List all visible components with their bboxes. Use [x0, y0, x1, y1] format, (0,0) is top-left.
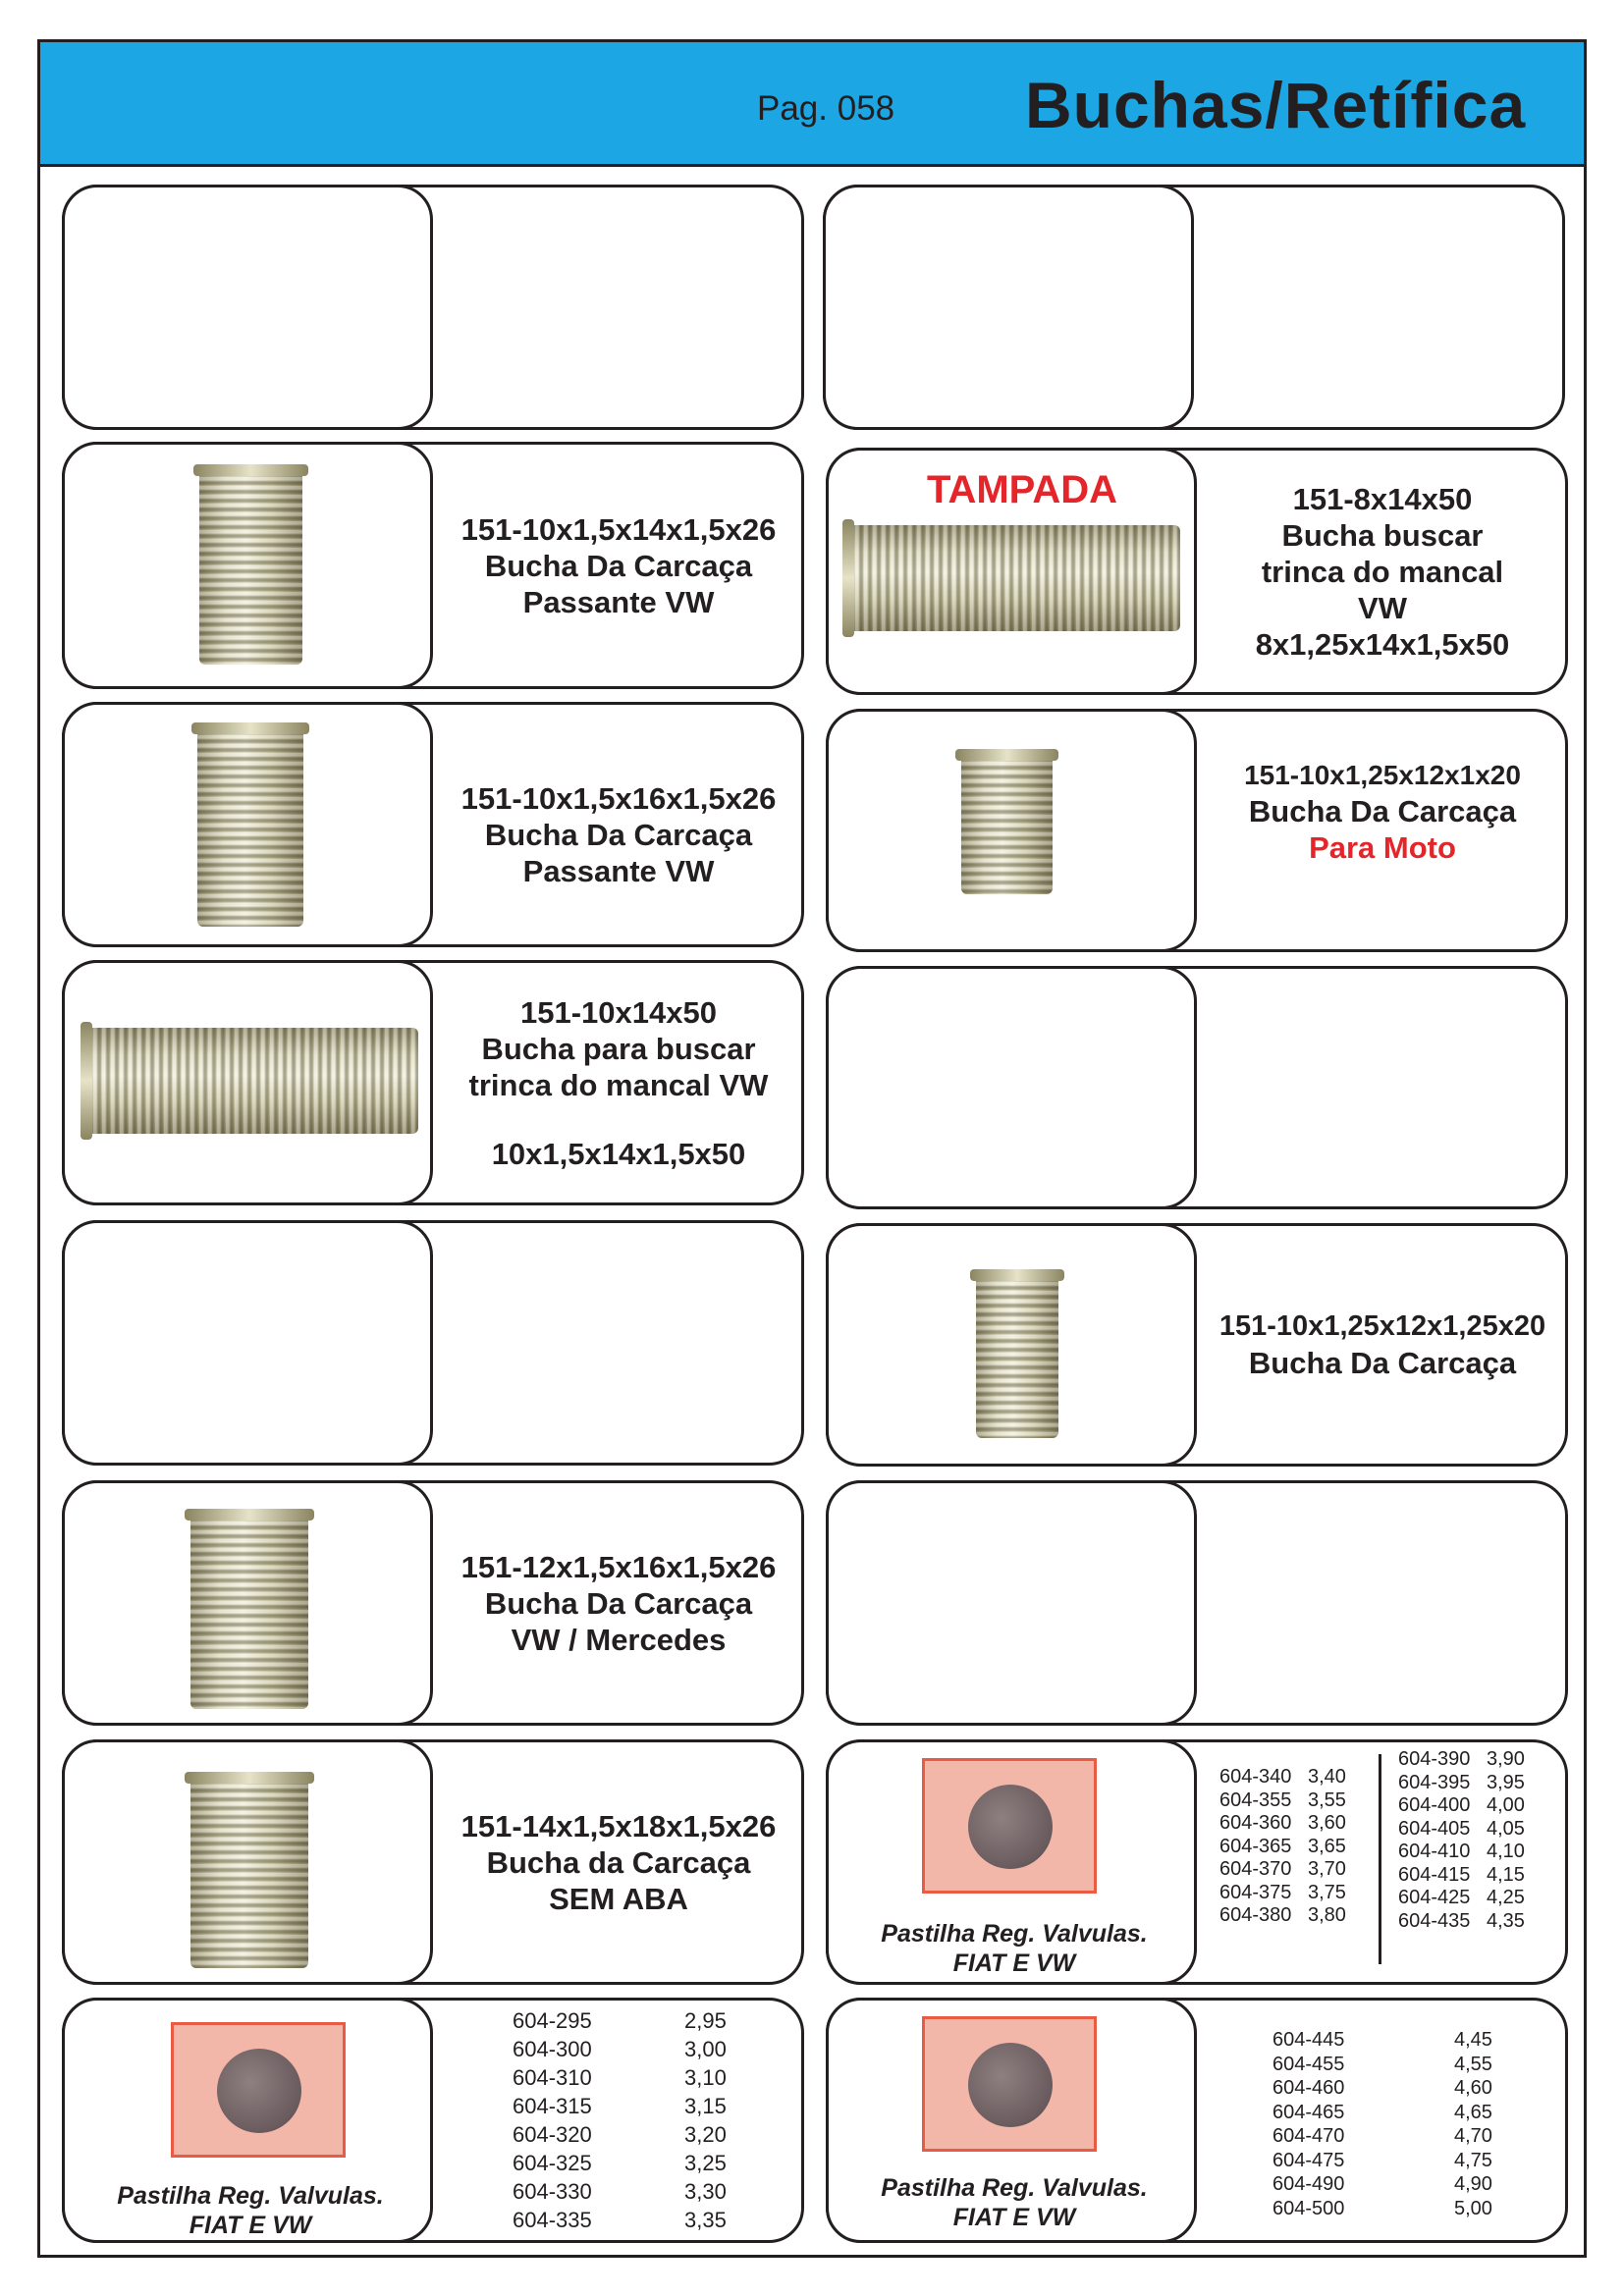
product-description [1200, 451, 1565, 692]
product-name: Bucha da Carcaça [486, 1844, 751, 1880]
product-code: 151-10x1,25x12x1,25x20 [1218, 1310, 1546, 1342]
code-row: 604-445 4,45 [1272, 2029, 1492, 2051]
valve-shim-image [171, 2022, 346, 2158]
code-row: 604-435 4,35 [1398, 1909, 1525, 1932]
code-row: 604-395 3,95 [1398, 1771, 1525, 1793]
code-row: 604-365 3,65 [1219, 1835, 1346, 1857]
shim-disc [217, 2049, 301, 2133]
code-row: 604-400 4,00 [1398, 1794, 1525, 1816]
code-row: 604-390 3,90 [1398, 1748, 1525, 1770]
code-row: 604-335 3,35 [513, 2208, 727, 2232]
bushing-image [961, 753, 1053, 894]
code-row: 604-425 4,25 [1398, 1887, 1525, 1908]
product-description [436, 1742, 801, 1982]
product-name: Bucha buscar [1281, 517, 1484, 553]
page-number: Pag. 058 [757, 89, 895, 128]
product-image-slot [826, 1480, 1197, 1726]
product-name: Bucha Da Carcaça [484, 548, 753, 583]
code-row: 604-360 3,60 [1219, 1812, 1346, 1834]
code-row: 604-460 4,60 [1272, 2077, 1492, 2099]
product-description [436, 705, 801, 944]
page-title: Buchas/Retífica [1025, 69, 1527, 141]
code-row: 604-325 3,25 [513, 2151, 727, 2175]
product-dimensions: 10x1,5x14x1,5x50 [491, 1136, 746, 1171]
code-row: 604-340 3,40 [1219, 1766, 1346, 1788]
bushing-image [199, 468, 302, 665]
product-card-151-10x1-25x12x1x20[interactable] [826, 709, 1568, 952]
code-row: 604-310 3,10 [513, 2065, 727, 2090]
product-image-slot [62, 185, 433, 430]
product-code: 151-10x1,5x14x1,5x26 [460, 511, 777, 547]
product-description [436, 445, 801, 686]
product-card-empty [826, 966, 1568, 1209]
product-detail: trinca do mancal [1261, 554, 1504, 589]
product-code: 151-12x1,5x16x1,5x26 [460, 1549, 777, 1584]
product-card-empty [62, 1220, 804, 1466]
bushing-image [190, 1776, 308, 1968]
code-row: 604-470 4,70 [1272, 2125, 1492, 2147]
product-name: Bucha para buscar [481, 1031, 756, 1066]
code-row: 604-355 3,55 [1219, 1789, 1346, 1811]
code-row: 604-410 4,10 [1398, 1841, 1525, 1862]
product-detail: trinca do mancal VW [468, 1067, 769, 1102]
code-list [513, 2006, 727, 2234]
tampada-badge: TAMPADA [927, 468, 1118, 511]
code-row: 604-415 4,15 [1398, 1863, 1525, 1886]
product-image-slot [826, 966, 1197, 1209]
product-card-151-10x1-5x14[interactable] [62, 442, 804, 689]
product-description [1200, 1226, 1565, 1464]
code-row: 604-455 4,55 [1272, 2053, 1492, 2075]
bushing-image [976, 1273, 1058, 1438]
product-card-151-12x1-5x16[interactable] [62, 1480, 804, 1726]
product-image [62, 1739, 433, 1985]
product-detail: Passante VW [522, 584, 715, 619]
shim-label-line: Pastilha Reg. Valvulas. [117, 2182, 384, 2210]
code-row: 604-295 2,95 [513, 2008, 727, 2033]
valve-shim-image [922, 2016, 1097, 2152]
code-row: 604-375 3,75 [1219, 1881, 1346, 1903]
product-card-151-10x1-5x16[interactable] [62, 702, 804, 947]
code-row: 604-300 3,00 [513, 2037, 727, 2061]
product-image [62, 1480, 433, 1726]
product-name: Bucha Da Carcaça [1248, 793, 1517, 828]
shim-label-line: FIAT E VW [952, 2204, 1076, 2231]
product-card-151-10x14x50[interactable] [62, 960, 804, 1205]
code-row: 604-320 3,20 [513, 2122, 727, 2147]
product-card-empty [826, 1480, 1568, 1726]
code-list-right [1398, 1748, 1525, 1933]
code-row: 604-370 3,70 [1219, 1858, 1346, 1880]
product-image [826, 1223, 1197, 1467]
product-image [62, 1998, 433, 2243]
product-card-pastilha-l8[interactable] [62, 1998, 804, 2243]
product-card-151-8x14x50[interactable] [826, 448, 1568, 695]
bushing-image [190, 1513, 308, 1709]
product-description [436, 1483, 801, 1723]
shim-label-line: Pastilha Reg. Valvulas. [881, 1920, 1148, 1948]
bushing-image [846, 525, 1180, 631]
product-image [62, 960, 433, 1205]
product-code: 151-14x1,5x18x1,5x26 [460, 1808, 777, 1843]
product-detail: SEM ABA [549, 1881, 688, 1916]
product-card-151-14x1-5x18[interactable] [62, 1739, 804, 1985]
code-row: 604-330 3,30 [513, 2179, 727, 2204]
product-image-slot [823, 185, 1194, 430]
product-code: 151-10x14x50 [520, 994, 717, 1030]
code-row: 604-500 5,00 [1272, 2197, 1492, 2219]
product-detail: VW / Mercedes [511, 1622, 727, 1657]
shim-label-line: Pastilha Reg. Valvulas. [881, 2174, 1148, 2202]
code-list [1272, 2028, 1492, 2220]
product-card-empty [823, 185, 1565, 430]
product-card-empty [62, 185, 804, 430]
column-divider [1379, 1754, 1381, 1964]
shim-label [65, 2181, 433, 2240]
shim-disc [968, 1785, 1053, 1869]
code-row: 604-475 4,75 [1272, 2149, 1492, 2171]
product-dimensions: 8x1,25x14x1,5x50 [1255, 626, 1510, 662]
shim-label [829, 1919, 1197, 1978]
product-name: Bucha Da Carcaça [1248, 1346, 1517, 1380]
product-code: 151-10x1,25x12x1x20 [1244, 759, 1521, 790]
bushing-image [84, 1028, 418, 1134]
product-code: 151-8x14x50 [1292, 481, 1473, 516]
code-list-left [1219, 1766, 1346, 1928]
product-image [826, 709, 1197, 952]
product-detail: VW [1358, 590, 1407, 625]
code-row: 604-315 3,15 [513, 2094, 727, 2118]
product-image [826, 1998, 1197, 2243]
product-description [1200, 712, 1565, 949]
code-row: 604-380 3,80 [1219, 1904, 1346, 1926]
product-image [826, 1739, 1197, 1985]
valve-shim-image [922, 1758, 1097, 1894]
product-name: Bucha Da Carcaça [484, 1585, 753, 1621]
bushing-image [197, 726, 303, 927]
product-detail: Passante VW [522, 853, 715, 888]
code-row: 604-465 4,65 [1272, 2101, 1492, 2123]
page-header [37, 39, 1587, 167]
product-description [436, 963, 801, 1202]
shim-label-line: FIAT E VW [952, 1949, 1076, 1977]
shim-label [829, 2173, 1197, 2232]
product-highlight: Para Moto [1309, 829, 1456, 865]
product-card-151-10x1-25x12x1-25x20[interactable] [826, 1223, 1568, 1467]
shim-label-line: FIAT E VW [189, 2212, 312, 2239]
product-image [62, 702, 433, 947]
code-row: 604-405 4,05 [1398, 1817, 1525, 1840]
product-card-pastilha-r8[interactable] [826, 1998, 1568, 2243]
product-name: Bucha Da Carcaça [484, 817, 753, 852]
shim-disc [968, 2043, 1053, 2127]
product-code: 151-10x1,5x16x1,5x26 [460, 780, 777, 816]
code-row: 604-490 4,90 [1272, 2173, 1492, 2195]
product-image [826, 448, 1197, 695]
product-image [62, 442, 433, 689]
product-card-pastilha-r7[interactable] [826, 1739, 1568, 1985]
product-image-slot [62, 1220, 433, 1466]
